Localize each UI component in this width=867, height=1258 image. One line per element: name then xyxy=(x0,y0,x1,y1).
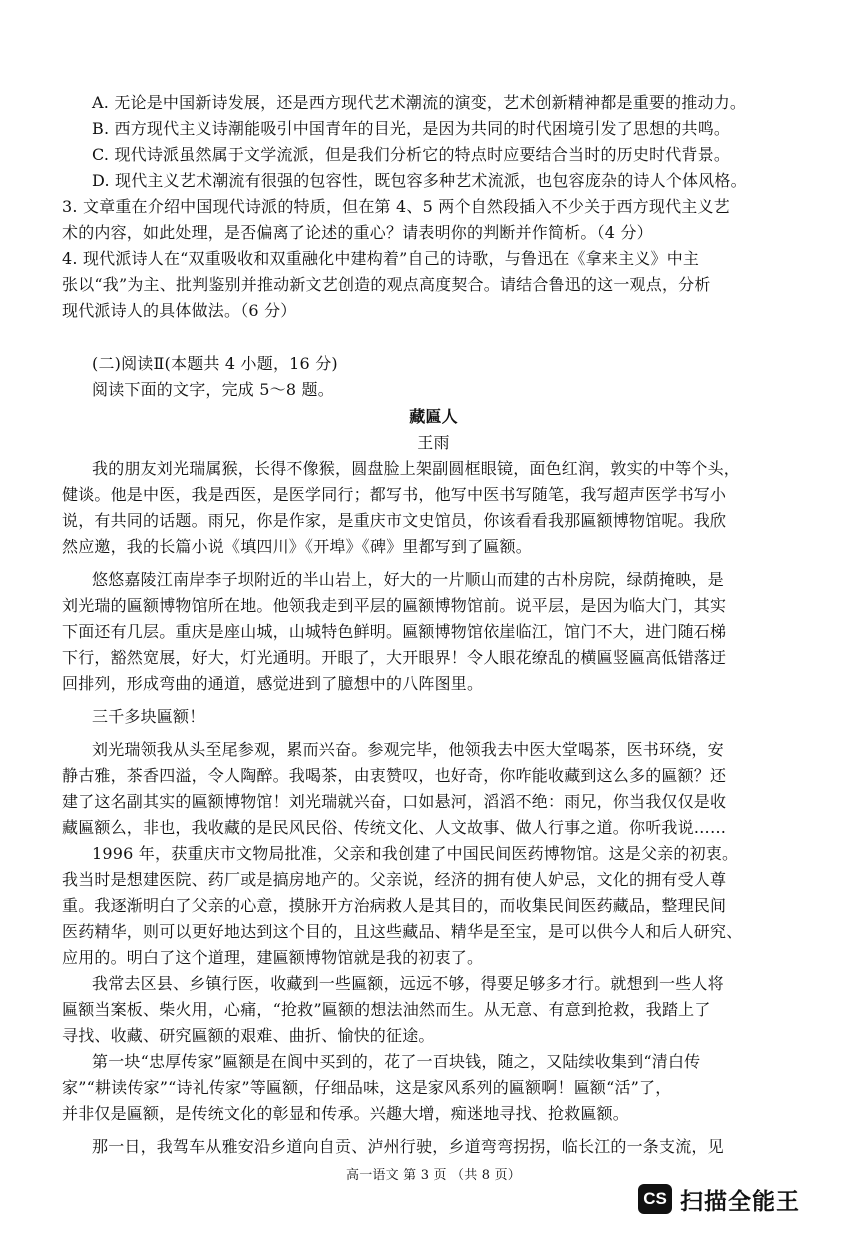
article-line: 我常去区县、乡镇行医，收藏到一些匾额，远远不够，得要足够多才行。就想到一些人将 xyxy=(92,974,724,993)
question-4-line: 现代派诗人的具体做法。（6 分） xyxy=(62,301,297,320)
article-line: 寻找、收藏、研究匾额的艰难、曲折、愉快的征途。 xyxy=(62,1026,435,1045)
watermark-text: 扫描全能王 xyxy=(680,1188,800,1215)
article-line: 下行，豁然宽展，好大，灯光通明。开眼了，大开眼界！令人眼花缭乱的横匾竖匾高低错落迂 xyxy=(62,648,727,667)
article-line: 我当时是想建医院、药厂或是搞房地产的。父亲说，经济的拥有使人妒忌，文化的拥有受人尊 xyxy=(62,870,727,889)
option-c: C. 现代诗派虽然属于文学流派，但是我们分析它的特点时应要结合当时的历史时代背景。 xyxy=(92,145,731,164)
article-line: 并非仅是匾额，是传统文化的彰显和传承。兴趣大增，痴迷地寻找、抢救匾额。 xyxy=(62,1104,630,1123)
article-line: 三千多块匾额！ xyxy=(92,707,206,726)
article-line: 回排列，形成弯曲的通道，感觉进到了臆想中的八阵图里。 xyxy=(62,674,484,693)
article-line: 那一日，我驾车从雅安沿乡道向自贡、泸州行驶，乡道弯弯拐拐，临长江的一条支流，见 xyxy=(92,1137,724,1156)
article-line: 建了这名副其实的匾额博物馆！刘光瑞就兴奋，口如悬河，滔滔不绝：雨兄，你当我仅仅是收 xyxy=(62,792,727,811)
article-line: 下面还有几层。重庆是座山城，山城特色鲜明。匾额博物馆依崖临江，馆门不大，进门随石梯 xyxy=(62,622,727,641)
article-line: 藏匾额么，非也，我收藏的是民风民俗、传统文化、人文故事、做人行事之道。你听我说…… xyxy=(62,818,727,837)
article-author: 王雨 xyxy=(417,433,450,452)
article-line: 1996 年，获重庆市文物局批准，父亲和我创建了中国民间医药博物馆。这是父亲的初衷。 xyxy=(92,844,739,863)
article-line: 应用的。明白了这个道理，建匾额博物馆就是我的初衷了。 xyxy=(62,948,484,967)
option-b: B. 西方现代主义诗潮能吸引中国青年的目光，是因为共同的时代困境引发了思想的共鸣。 xyxy=(92,119,731,138)
page-footer: 高一语文 第 3 页 （共 8 页） xyxy=(346,1168,521,1183)
section-heading: (二)阅读Ⅱ(本题共 4 小题，16 分) xyxy=(92,354,338,373)
question-4-line: 张以“我”为主、批判鉴别并推动新文艺创造的观点高度契合。请结合鲁迅的这一观点，分析 xyxy=(62,275,711,294)
article-line: 静古雅，茶香四溢，令人陶醉。我喝茶，由衷赞叹，也好奇，你咋能收藏到这么多的匾额？还 xyxy=(62,766,727,785)
article-line: 第一块“忠厚传家”匾额是在阆中买到的，花了一百块钱，随之，又陆续收集到“清白传 xyxy=(92,1052,701,1071)
camscanner-logo-icon: CS xyxy=(638,1184,672,1214)
section-instruction: 阅读下面的文字，完成 5～8 题。 xyxy=(92,380,334,399)
article-line: 说，有共同的话题。雨兄，你是作家，是重庆市文史馆员，你该看看我那匾额博物馆呢。我欣 xyxy=(62,511,727,530)
article-line: 悠悠嘉陵江南岸李子坝附近的半山岩上，好大的一片顺山而建的古朴房院，绿荫掩映，是 xyxy=(92,570,724,589)
article-line: 医药精华，则可以更好地达到这个目的，且这些藏品、精华是至宝，是可以供今人和后人研究、 xyxy=(62,922,743,941)
article-line: 匾额当案板、柴火用，心痛，“抢救”匾额的想法油然而生。从无意、有意到抢救，我踏上了 xyxy=(62,1000,711,1019)
article-title: 藏匾人 xyxy=(409,407,458,426)
article-line: 然应邀，我的长篇小说《填四川》《开埠》《碑》里都写到了匾额。 xyxy=(62,537,533,556)
article-line: 健谈。他是中医，我是西医，是医学同行；都写书，他写中医书写随笔，我写超声医学书写小 xyxy=(62,485,727,504)
article-line: 刘光瑞的匾额博物馆所在地。他领我走到平层的匾额博物馆前。说平层，是因为临大门，其实 xyxy=(62,596,727,615)
scanner-watermark xyxy=(638,1183,800,1215)
option-d: D. 现代主义艺术潮流有很强的包容性，既包容多种艺术流派，也包容庞杂的诗人个体风格。 xyxy=(92,171,747,190)
article-line: 我的朋友刘光瑞属猴，长得不像猴，圆盘脸上架副圆框眼镜，面色红润，敦实的中等个头， xyxy=(92,459,741,478)
article-line: 重。我逐渐明白了父亲的心意，摸脉开方治病救人是其目的，而收集民间医药藏品，整理民间 xyxy=(62,896,727,915)
article-line: 家”“耕读传家”“诗礼传家”等匾额，仔细品味，这是家风系列的匾额啊！匾额“活”了， xyxy=(62,1078,672,1097)
question-3-line: 3. 文章重在介绍中国现代诗派的特质，但在第 4、5 两个自然段插入不少关于西方现代主义艺 xyxy=(62,197,730,216)
question-3-line: 术的内容，如此处理，是否偏离了论述的重心？请表明你的判断并作简析。（4 分） xyxy=(62,223,653,242)
question-4-line: 4. 现代派诗人在“双重吸收和双重融化中建构着”自己的诗歌，与鲁迅在《拿来主义》中主 xyxy=(62,249,700,268)
article-line: 刘光瑞领我从头至尾参观，累而兴奋。参观完毕，他领我去中医大堂喝茶，医书环绕，安 xyxy=(92,740,724,759)
option-a: A. 无论是中国新诗发展，还是西方现代艺术潮流的演变，艺术创新精神都是重要的推动力。 xyxy=(92,93,747,112)
